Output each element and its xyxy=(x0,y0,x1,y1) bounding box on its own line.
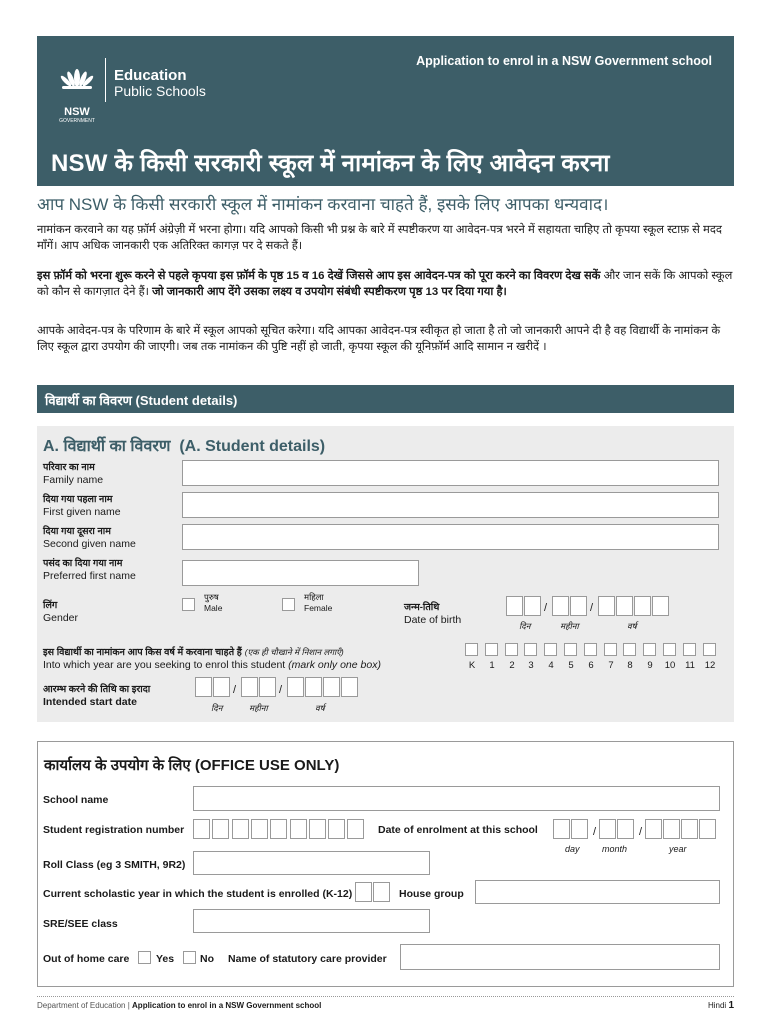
enrol-year-label-K: K xyxy=(468,660,476,671)
enrol-slash-2: / xyxy=(639,826,643,838)
logo-education: Education xyxy=(114,67,187,84)
footer-title: Application to enrol in a NSW Government school xyxy=(132,1001,322,1010)
header-banner xyxy=(37,36,734,186)
dob-slash-1: / xyxy=(544,602,548,614)
enrol-year-label-10: 10 xyxy=(664,660,676,671)
enrol-year-label-6: 6 xyxy=(588,660,594,671)
office-use-panel xyxy=(37,741,734,987)
intro-paragraph-1: नामांकन करवाने का यह फ़ॉर्म अंग्रेज़ी में भरना होगा। यदि आपको किसी भी प्रश्न के बारे में स्पष्टीकरण या आवेदन-पत्र भरने में सहायता चाहिए तो कृपया स्कूल स्टाफ़ से मदद माँगें। आप अधिक जानकारी एक अतिरिक्त कागज़ पर दे सकते हैं। xyxy=(37,224,722,252)
dob-day-box-2[interactable] xyxy=(524,596,541,616)
start-month-box-2[interactable] xyxy=(259,677,276,697)
nsw-logo xyxy=(57,56,206,124)
page-number: Hindi 1 xyxy=(707,1000,734,1011)
first-name-input[interactable] xyxy=(182,492,719,518)
app-title: Application to enrol in a NSW Government school xyxy=(416,54,712,68)
enrol-year-checkbox-1[interactable] xyxy=(485,643,498,656)
enrol-year-checkbox-12[interactable] xyxy=(703,643,716,656)
start-day-caption: दिन xyxy=(211,703,223,713)
enrol-year-label-8: 8 xyxy=(627,660,633,671)
yes-label: Yes xyxy=(156,953,175,965)
enrol-year-checkbox-10[interactable] xyxy=(663,643,676,656)
registration-number-box-3[interactable] xyxy=(232,819,249,839)
enrol-day-caption: day xyxy=(565,844,580,854)
out-of-home-yes-checkbox[interactable] xyxy=(138,951,151,964)
enrol-year-label-9: 9 xyxy=(647,660,653,671)
enrol-day-box-2[interactable] xyxy=(571,819,588,839)
scholastic-year-box-2[interactable] xyxy=(373,882,390,902)
enrol-year-label-2: 2 xyxy=(509,660,515,671)
thanks-line: आप NSW के किसी सरकारी स्कूल में नामांकन करवाना चाहते हैं, इसके लिए आपका धन्यवाद। xyxy=(37,195,609,214)
dob-month-box-1[interactable] xyxy=(552,596,569,616)
enrol-year-label-7: 7 xyxy=(608,660,614,671)
registration-number-box-9[interactable] xyxy=(347,819,364,839)
section-student-details: विद्यार्थी का विवरण (Student details) xyxy=(37,385,734,413)
enrol-year-caption: year xyxy=(669,844,687,854)
enrol-year-label-1: 1 xyxy=(489,660,495,671)
logo-government: GOVERNMENT xyxy=(59,118,95,124)
scholastic-year-box-1[interactable] xyxy=(355,882,372,902)
panel-title-en: (A. Student details) xyxy=(179,438,326,455)
sre-class-input[interactable] xyxy=(193,909,430,933)
enrol-year-label-5: 5 xyxy=(568,660,574,671)
gender-male-checkbox[interactable] xyxy=(182,598,195,611)
dob-slash-2: / xyxy=(590,602,594,614)
enrol-year-checkbox-3[interactable] xyxy=(524,643,537,656)
registration-number-box-1[interactable] xyxy=(193,819,210,839)
start-year-box-4[interactable] xyxy=(341,677,358,697)
start-slash-2: / xyxy=(279,684,283,696)
enrol-year-label-3: 3 xyxy=(528,660,534,671)
enrol-year-checkbox-5[interactable] xyxy=(564,643,577,656)
school-name-input[interactable] xyxy=(193,786,720,811)
enrol-month-caption: month xyxy=(602,844,628,854)
registration-number-box-8[interactable] xyxy=(328,819,345,839)
enrol-year-box-2[interactable] xyxy=(663,819,680,839)
out-of-home-care-label: Out of home care xyxy=(43,953,130,965)
enrol-year-box-4[interactable] xyxy=(699,819,716,839)
dob-month-box-2[interactable] xyxy=(570,596,587,616)
dob-year-box-4[interactable] xyxy=(652,596,669,616)
out-of-home-no-checkbox[interactable] xyxy=(183,951,196,964)
roll-class-input[interactable] xyxy=(193,851,430,875)
male-label: पुरुष Male xyxy=(204,592,223,613)
first-name-label: दिया गया पहला नाम First given name xyxy=(43,494,121,518)
registration-number-label: Student registration number xyxy=(43,824,185,836)
footer-dept: Department of Education | xyxy=(37,1001,130,1010)
family-name-input[interactable] xyxy=(182,460,719,486)
second-name-input[interactable] xyxy=(182,524,719,550)
start-date-label: आरम्भ करने की तिथि का इरादा Intended start date xyxy=(43,684,151,708)
enrol-year-box-3[interactable] xyxy=(681,819,698,839)
no-label: No xyxy=(200,953,214,965)
p2-bold-2: जो जानकारी आप देंगे उसका लक्ष्य व उपयोग संबंधी स्पष्टीकरण पृष्ठ 13 पर दिया गया है। xyxy=(152,286,507,298)
registration-number-box-6[interactable] xyxy=(290,819,307,839)
intro-paragraph-2 xyxy=(37,268,734,300)
enrol-year-checkbox-9[interactable] xyxy=(643,643,656,656)
registration-number-box-2[interactable] xyxy=(212,819,229,839)
enrol-month-box-1[interactable] xyxy=(599,819,616,839)
start-year-box-2[interactable] xyxy=(305,677,322,697)
care-provider-input[interactable] xyxy=(400,944,720,970)
dob-day-box-1[interactable] xyxy=(506,596,523,616)
enrol-year-label-4: 4 xyxy=(548,660,554,671)
enrol-year-checkbox-4[interactable] xyxy=(544,643,557,656)
school-name-label: School name xyxy=(43,794,109,806)
gender-label: लिंग Gender xyxy=(43,600,79,624)
start-day-box-2[interactable] xyxy=(213,677,230,697)
family-name-label: परिवार का नाम Family name xyxy=(43,462,104,486)
dob-year-box-2[interactable] xyxy=(616,596,633,616)
intro-paragraph-3: आपके आवेदन-पत्र के परिणाम के बारे में स्कूल आपको सूचित करेगा। यदि आपका आवेदन-पत्र स्वीकृत हो जाता है तो जो जानकारी आपने दी है वह विद्यार्थी के नामांकन के लिए स्कूल द्वारा उपयोग की जाएगी। जब तक नामांकन की पुष्टि नहीं हो जाती, कृपया स्कूल की यूनिफ़ॉर्म आदि सामान न खरीदें । xyxy=(37,325,721,353)
enrol-day-box-1[interactable] xyxy=(553,819,570,839)
p2-regular: और जान सकें कि आपको स्कूल को कौन से कागज़ात देने हैं। xyxy=(37,270,733,298)
office-use-title: कार्यालय के उपयोग के लिए (OFFICE USE ONLY) xyxy=(44,757,340,774)
enrol-month-box-2[interactable] xyxy=(617,819,634,839)
waratah-icon xyxy=(58,56,96,102)
dob-month-caption: महीना xyxy=(560,621,579,631)
enrol-year-checkbox-2[interactable] xyxy=(505,643,518,656)
registration-number-box-5[interactable] xyxy=(270,819,287,839)
enrol-year-label-12: 12 xyxy=(704,660,716,671)
enrol-year-box-1[interactable] xyxy=(645,819,662,839)
female-label: महिला Female xyxy=(304,592,333,613)
enrol-year-label: इस विद्यार्थी का नामांकन आप किस वर्ष में करवाना चाहते हैं (एक ही चौखाने में निशान लगाएँ) Into which year are you seeking to enrol this student (mark only one box) xyxy=(43,647,381,671)
preferred-name-label: पसंद का दिया गया नाम Preferred first name xyxy=(43,558,136,582)
panel-title-hi: A. विद्यार्थी का विवरण xyxy=(43,438,171,455)
enrol-year-checkbox-6[interactable] xyxy=(584,643,597,656)
start-year-caption: वर्ष xyxy=(315,703,325,713)
panel-title xyxy=(43,434,325,456)
enrol-year-checkbox-8[interactable] xyxy=(623,643,636,656)
enrol-slash-1: / xyxy=(593,826,597,838)
start-day-box-1[interactable] xyxy=(195,677,212,697)
start-month-box-1[interactable] xyxy=(241,677,258,697)
student-details-panel xyxy=(37,426,734,722)
second-name-label: दिया गया दूसरा नाम Second given name xyxy=(43,526,136,550)
dob-year-box-1[interactable] xyxy=(598,596,615,616)
preferred-name-input[interactable] xyxy=(182,560,419,586)
logo-nsw: NSW xyxy=(64,106,90,118)
logo-divider xyxy=(105,58,106,102)
dob-label: जन्म-तिथि Date of birth xyxy=(404,602,462,626)
dob-year-caption: वर्ष xyxy=(627,621,637,631)
start-year-box-3[interactable] xyxy=(323,677,340,697)
logo-public-schools: Public Schools xyxy=(114,82,206,99)
enrol-year-checkbox-11[interactable] xyxy=(683,643,696,656)
dob-year-box-3[interactable] xyxy=(634,596,651,616)
start-month-caption: महीना xyxy=(249,703,268,713)
enrolment-date-label: Date of enrolment at this school xyxy=(378,824,538,836)
roll-class-label: Roll Class (eg 3 SMITH, 9R2) xyxy=(43,859,186,871)
dob-day-caption: दिन xyxy=(519,621,531,631)
house-group-label: House group xyxy=(399,888,464,900)
start-year-box-1[interactable] xyxy=(287,677,304,697)
enrol-year-checkbox-7[interactable] xyxy=(604,643,617,656)
enrol-year-checkbox-K[interactable] xyxy=(465,643,478,656)
start-slash-1: / xyxy=(233,684,237,696)
sre-class-label: SRE/SEE class xyxy=(43,918,118,930)
house-group-input[interactable] xyxy=(475,880,720,904)
scholastic-year-label: Current scholastic year in which the student is enrolled (K-12) xyxy=(43,888,353,900)
registration-number-box-7[interactable] xyxy=(309,819,326,839)
page-title: NSW के किसी सरकारी स्कूल में नामांकन के लिए आवेदन करना xyxy=(51,150,610,177)
registration-number-box-4[interactable] xyxy=(251,819,268,839)
care-provider-label: Name of statutory care provider xyxy=(228,953,387,965)
footer xyxy=(37,996,734,1010)
enrol-year-label-11: 11 xyxy=(685,660,695,671)
p2-bold: इस फ़ॉर्म को भरना शुरू करने से पहले कृपया इस फ़ॉर्म के पृष्ठ 15 व 16 देखें जिससे आप इस आवेदन-पत्र को पूरा करने का विवरण देख सकें xyxy=(37,270,601,282)
gender-female-checkbox[interactable] xyxy=(282,598,295,611)
